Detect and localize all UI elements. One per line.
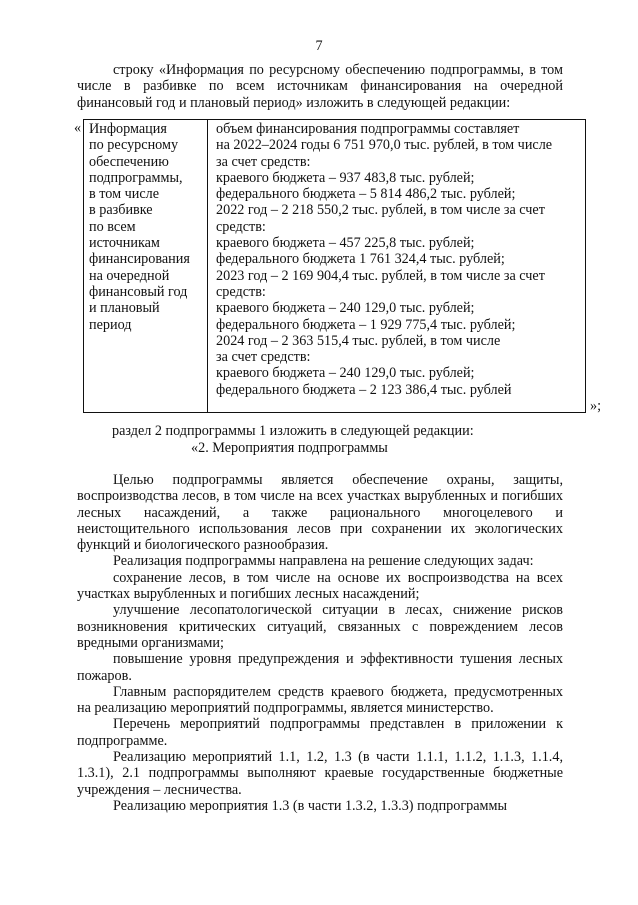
table-open-quote: « — [74, 120, 82, 136]
intro-block — [77, 62, 563, 111]
body-paragraph: Главным распорядителем средств краевого бюджета, предусмотренных на реализацию мероприятий подпрограммы, является министерство. — [77, 683, 563, 717]
value-line: 2023 год – 2 169 904,4 тыс. рублей, в том числе за счет — [216, 267, 545, 284]
body-paragraph: Реализация подпрограммы направлена на решение следующих задач: — [113, 553, 534, 570]
body-paragraph: Реализацию мероприятий 1.1, 1.2, 1.3 (в части 1.1.1, 1.1.2, 1.1.3, 1.1.4, 1.3.1), 2.1 подпрограммы выполняют краевые государственные бюджетные учреждения – лесничества. — [77, 749, 563, 798]
page-number: 7 — [315, 38, 323, 54]
funding-table — [83, 119, 586, 413]
label-line: на очередной — [89, 267, 170, 284]
label-line: и плановый — [89, 300, 160, 317]
value-line: краевого бюджета – 240 129,0 тыс. рублей; — [216, 365, 475, 382]
body-paragraph: Целью подпрограммы является обеспечение охраны, защиты, воспроизводства лесов, в том числе на всех участках вырубленных и погибших лесных насаждений, а также рационального многоцелевого и неистощительного использования лесов при сохранении их экологических функций и биологического разнообразия. — [77, 472, 563, 554]
section-title: «2. Мероприятия подпрограммы — [191, 440, 388, 456]
table-column-divider — [207, 120, 208, 412]
intro-paragraph: строку «Информация по ресурсному обеспечению подпрограммы, в том числе в разбивке по всем источникам финансирования на очередной финансовый год и плановый период» изложить в следующей редакции: — [77, 62, 563, 111]
value-line: федерального бюджета – 1 929 775,4 тыс. рублей; — [216, 316, 516, 333]
label-line: период — [89, 316, 132, 333]
value-line: федерального бюджета 1 761 324,4 тыс. рублей; — [216, 251, 505, 268]
body-paragraph: Перечень мероприятий подпрограммы представлен в приложении к подпрограмме. — [77, 716, 563, 749]
value-line: федерального бюджета – 2 123 386,4 тыс. рублей — [216, 381, 512, 398]
value-line: федерального бюджета – 5 814 486,2 тыс. рублей; — [216, 186, 516, 203]
label-line: в том числе — [89, 186, 160, 203]
value-line: краевого бюджета – 240 129,0 тыс. рублей; — [216, 300, 475, 317]
body-paragraph: повышение уровня предупреждения и эффективности тушения лесных пожаров. — [77, 651, 563, 684]
value-line: краевого бюджета – 457 225,8 тыс. рублей; — [216, 235, 475, 252]
table-value-cell — [216, 121, 581, 398]
body-text — [77, 472, 563, 814]
body-paragraph: улучшение лесопатологической ситуации в лесах, снижение рисков возникновения критических ситуаций, связанных с повреждением лесов вредными организмами; — [77, 602, 563, 651]
value-line: 2024 год – 2 363 515,4 тыс. рублей, в том числе — [216, 332, 501, 349]
label-line: по всем — [89, 218, 136, 235]
section-intro: раздел 2 подпрограммы 1 изложить в следующей редакции: — [112, 423, 474, 439]
body-paragraph: Реализацию мероприятия 1.3 (в части 1.3.2, 1.3.3) подпрограммы — [113, 797, 508, 814]
label-line: в разбивке — [89, 202, 153, 219]
value-line: 2022 год – 2 218 550,2 тыс. рублей, в том числе за счет — [216, 202, 545, 219]
value-line: краевого бюджета – 937 483,8 тыс. рублей; — [216, 169, 475, 186]
body-paragraph: сохранение лесов, в том числе на основе их воспроизводства на всех участках вырубленных и погибших лесных насаждений; — [77, 569, 563, 603]
label-line: Информация — [89, 121, 167, 137]
label-line: финансовый год — [89, 283, 188, 300]
table-label-cell — [89, 121, 205, 333]
value-line: за счет средств: — [216, 349, 311, 366]
label-line: источникам — [89, 235, 160, 252]
value-line: средств: — [216, 283, 266, 300]
label-line: финансирования — [89, 251, 190, 268]
table-close-quote: »; — [590, 398, 602, 414]
value-line: на 2022–2024 годы 6 751 970,0 тыс. рублей, в том числе — [216, 137, 553, 154]
value-line: за счет средств: — [216, 153, 311, 170]
value-line: средств: — [216, 218, 266, 235]
label-line: подпрограммы, — [89, 169, 183, 186]
value-line: объем финансирования подпрограммы составляет — [216, 121, 520, 137]
label-line: по ресурсному — [89, 137, 179, 154]
label-line: обеспечению — [89, 153, 169, 170]
